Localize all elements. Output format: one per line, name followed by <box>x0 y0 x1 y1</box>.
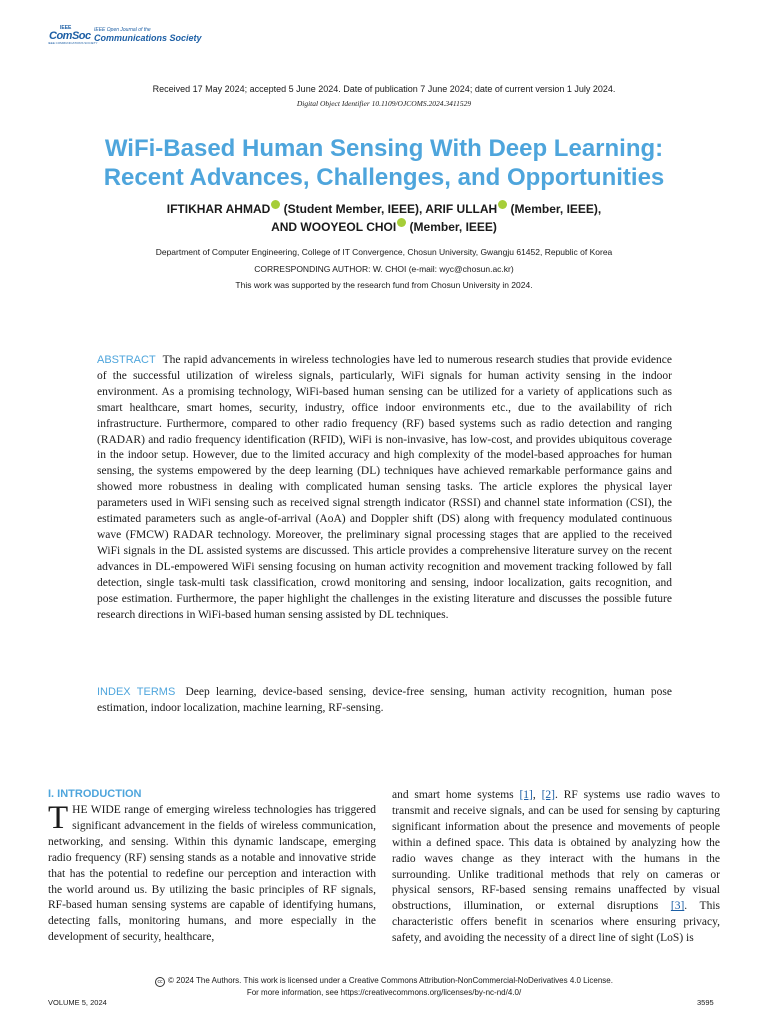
drop-cap: T <box>48 800 69 836</box>
logo-ieee-text: IEEE <box>60 25 72 31</box>
author-1-role: (Student Member, IEEE), <box>283 202 423 216</box>
paper-title <box>0 134 768 192</box>
abstract-text: The rapid advancements in wireless technologies have led to numerous research studies that provide evidence of the successful utilization of wireless signals, particularly, WiFi signals for human activity sensing in the indoor environment. As a promising technology, WiFi-based human sensing can be utilized for a variety of applications such as smart healthcare, smart homes, security, industry, office indoor environments etc., due to the availability of rich infrastructure. Furthermore, compared to other radio frequency (RF) based systems such as radio detection and ranging (RADAR) and radio frequency identification (RFID), WiFi is non-invasive, has low-cost, and provides ubiquitous coverage in the indoor setup. However, due to the limited accuracy and high complexity of the model-based approaches for human sensing, the systems empowered by the deep learning (DL) techniques have achieved remarkable performance gains and showed more robustness in dealing with complicated human sensing tasks. The article explores the physical layer parameters used in WiFi sensing such as received signal strength indicator (RSSI) and channel state information (CSI), the estimated parameters such as angle-of-arrival (AoA) and Doppler shift (DS) along with frequency modulated continuous wave (FMCW) RADAR technology. Moreover, the preliminary signal processing stages that are applied to the received WiFi signals in the DL assisted systems are discussed. This article provides a comprehensive literature survey on the recent advances in DL-empowered WiFi sensing focusing on human activity recognition and movement tracking followed by fall detection, single task-multi task classification, crowd monitoring and sensing, indoor localization, gaits recognition, and pose estimation. Furthermore, the paper highlight the challenges in the existing literature and discusses the possible future research directions in WiFi-based human sensing assisted by DL techniques. <box>97 354 672 621</box>
license-text[interactable]: © 2024 The Authors. This work is licensed under a Creative Commons Attribution-NonCommercial-NoDerivatives 4.0 License. <box>168 976 613 985</box>
section-heading-introduction: I. INTRODUCTION <box>48 788 142 800</box>
author-3-role: (Member, IEEE) <box>409 220 497 234</box>
intro-text-col1: HE WIDE range of emerging wireless technologies has triggered significant advancement in the fields of wireless communication, networking, and sensing. Within this dynamic landscape, emerging radio frequency (RF) sensing stands as a notable and innovative stride that has the potential to redefine our perception and interaction with the world around us. By utilizing the basic principles of RF signals, RF-based human sensing systems are capable of identifying humans, detecting falls, monitoring humans, and more especially in the development of security, healthcare, <box>48 804 376 944</box>
authors <box>0 200 768 236</box>
license-more-info[interactable]: For more information, see https://creativecommons.org/licenses/by-nc-nd/4.0/ <box>246 988 522 997</box>
title-line-1: WiFi-Based Human Sensing With Deep Learning: <box>104 135 664 162</box>
intro-text-col2-b: , <box>532 789 542 801</box>
creative-commons-icon: cc <box>155 977 165 987</box>
citation-link-3[interactable]: [3] <box>670 900 685 913</box>
affiliation: Department of Computer Engineering, College of IT Convergence, Chosun University, Gwangju 61452, Republic of Korea <box>155 247 613 257</box>
corresponding-author: CORRESPONDING AUTHOR: W. CHOI (e-mail: wyc@chosun.ac.kr) <box>254 264 514 274</box>
authors-line-2 <box>0 218 768 236</box>
body-column-left <box>48 800 376 946</box>
journal-small-text: IEEE Open Journal of the <box>94 27 151 33</box>
author-2-name: ARIF ULLAH <box>425 202 498 216</box>
body-column-right <box>392 788 720 947</box>
author-3-name: AND WOOYEOL CHOI <box>271 220 397 234</box>
doi: Digital Object Identifier 10.1109/OJCOMS.2024.3411529 <box>296 99 472 108</box>
license-line <box>0 976 768 987</box>
title-line-2: Recent Advances, Challenges, and Opportunities <box>103 164 665 191</box>
intro-text-col2-c: . RF systems use radio waves to transmit and receive signals, and can be used for sensing by capturing significant information about the presence and movements of people within a defined space. This data is obtained by analyzing how the radio waves change as they interact with the humans in the surrounding. Unlike traditional methods that rely on cameras or physical sensors, RF-based sensing remains unaffected by visual obstructions, illumination, or external disruptions <box>392 789 721 913</box>
orcid-icon[interactable] <box>271 200 280 209</box>
received-dates: Received 17 May 2024; accepted 5 June 2024. Date of publication 7 June 2024; date of current version 1 July 2024. <box>152 84 616 94</box>
volume-info: VOLUME 5, 2024 <box>48 998 107 1007</box>
intro-text-col2-a: and smart home systems <box>392 789 520 801</box>
page-number: 3595 <box>697 998 714 1007</box>
index-terms-label: INDEX TERMS <box>97 686 176 698</box>
abstract <box>97 353 672 623</box>
authors-line-1 <box>0 200 768 218</box>
author-2-role: (Member, IEEE), <box>510 202 602 216</box>
orcid-icon[interactable] <box>397 218 406 227</box>
journal-name: Communications Society <box>94 33 202 43</box>
logo-comsoc-text: ComSoc <box>49 30 91 42</box>
logo-tagline: IEEE COMMUNICATIONS SOCIETY <box>48 41 98 45</box>
orcid-icon[interactable] <box>498 200 507 209</box>
funding-note: This work was supported by the research fund from Chosun University in 2024. <box>235 280 533 290</box>
author-1-name: IFTIKHAR AHMAD <box>166 202 271 216</box>
index-terms-text: Deep learning, device-based sensing, device-free sensing, human activity recognition, human pose estimation, indoor localization, machine learning, RF-sensing. <box>97 686 672 714</box>
abstract-label: ABSTRACT <box>97 354 156 366</box>
index-terms <box>97 685 672 717</box>
journal-logo <box>48 26 248 46</box>
citation-link-1[interactable]: [1] <box>519 789 533 801</box>
intro-text-col2-d: . This characteristic offers benefit in scenarios where ensuring privacy, safety, and avoiding the necessity of a direct line of sight (LoS) is <box>392 900 720 945</box>
citation-link-2[interactable]: [2] <box>541 789 556 801</box>
